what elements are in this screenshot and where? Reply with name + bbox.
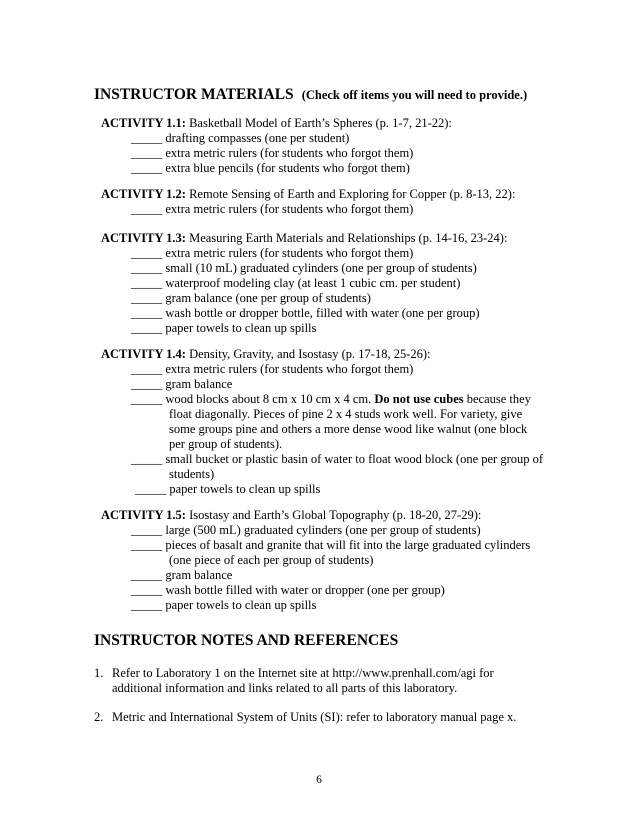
item-text: because they xyxy=(463,392,531,406)
activity-label: ACTIVITY 1.5: xyxy=(101,508,186,522)
checklist-item: _____ extra metric rulers (for students who forgot them) xyxy=(131,202,414,216)
activity-1-2-title xyxy=(101,187,515,202)
materials-note: (Check off items you will need to provide.) xyxy=(301,88,528,102)
materials-title: INSTRUCTOR MATERIALS xyxy=(94,86,294,103)
checklist-item: _____ extra metric rulers (for students who forgot them) xyxy=(131,146,414,160)
activity-1-3-title xyxy=(101,231,507,246)
checklist-item: _____ small bucket or plastic basin of water to float wood block (one per group of xyxy=(131,452,544,466)
item-text: _____ wood blocks about 8 cm x 10 cm x 4 cm. xyxy=(131,392,372,406)
materials-heading xyxy=(94,86,527,104)
checklist-item: _____ gram balance xyxy=(131,568,233,582)
checklist-item: _____ wash bottle or dropper bottle, filled with water (one per group) xyxy=(131,306,480,320)
checklist-item: _____ gram balance (one per group of students) xyxy=(131,291,371,305)
item-continuation: students) xyxy=(169,467,215,481)
checklist-item: _____ wash bottle filled with water or dropper (one per group) xyxy=(131,583,445,597)
activity-description: Basketball Model of Earth’s Spheres (p. 1-7, 21-22): xyxy=(185,116,452,130)
notes-heading: INSTRUCTOR NOTES AND REFERENCES xyxy=(94,632,399,649)
item-continuation: (one piece of each per group of students) xyxy=(169,553,374,567)
activity-description: Remote Sensing of Earth and Exploring for Copper (p. 8-13, 22): xyxy=(185,187,516,201)
item-continuation: float diagonally. Pieces of pine 2 x 4 studs work well. For variety, give xyxy=(169,407,523,421)
activity-1-1-title xyxy=(101,116,452,131)
checklist-item xyxy=(131,392,531,407)
checklist-item: _____ paper towels to clean up spills xyxy=(135,482,321,496)
checklist-item: _____ paper towels to clean up spills xyxy=(131,321,317,335)
item-continuation: some groups pine and others a more dense wood like walnut (one block xyxy=(169,422,528,436)
activity-label: ACTIVITY 1.4: xyxy=(101,347,186,361)
note-number: 1. xyxy=(94,666,104,680)
checklist-item: _____ gram balance xyxy=(131,377,233,391)
checklist-item: _____ drafting compasses (one per student) xyxy=(131,131,350,145)
checklist-item: _____ waterproof modeling clay (at least 1 cubic cm. per student) xyxy=(131,276,461,290)
checklist-item: _____ small (10 mL) graduated cylinders (one per group of students) xyxy=(131,261,477,275)
checklist-item: _____ pieces of basalt and granite that will fit into the large graduated cylinders xyxy=(131,538,531,552)
note-text: Metric and International System of Units (SI): refer to laboratory manual page x. xyxy=(112,710,517,724)
activity-1-5-title xyxy=(101,508,481,523)
activity-label: ACTIVITY 1.1: xyxy=(101,116,186,130)
activity-description: Density, Gravity, and Isostasy (p. 17-18, 25-26): xyxy=(185,347,431,361)
checklist-item: _____ extra metric rulers (for students who forgot them) xyxy=(131,362,414,376)
note-item-2 xyxy=(94,710,516,725)
item-continuation: per group of students). xyxy=(169,437,283,451)
activity-description: Measuring Earth Materials and Relationships (p. 14-16, 23-24): xyxy=(185,231,508,245)
warning-text: Do not use cubes xyxy=(374,392,464,406)
activity-1-4-title xyxy=(101,347,431,362)
note-number: 2. xyxy=(94,710,104,724)
note-continuation: additional information and links related to all parts of this laboratory. xyxy=(112,681,458,695)
note-text: Refer to Laboratory 1 on the Internet site at http://www.prenhall.com/agi for xyxy=(112,666,494,680)
activity-label: ACTIVITY 1.2: xyxy=(101,187,186,201)
note-item-1 xyxy=(94,666,494,681)
checklist-item: _____ extra metric rulers (for students who forgot them) xyxy=(131,246,414,260)
page-number: 6 xyxy=(316,774,322,786)
checklist-item: _____ paper towels to clean up spills xyxy=(131,598,317,612)
activity-label: ACTIVITY 1.3: xyxy=(101,231,186,245)
checklist-item: _____ large (500 mL) graduated cylinders (one per group of students) xyxy=(131,523,481,537)
checklist-item: _____ extra blue pencils (for students who forgot them) xyxy=(131,161,410,175)
activity-description: Isostasy and Earth’s Global Topography (p. 18-20, 27-29): xyxy=(185,508,482,522)
